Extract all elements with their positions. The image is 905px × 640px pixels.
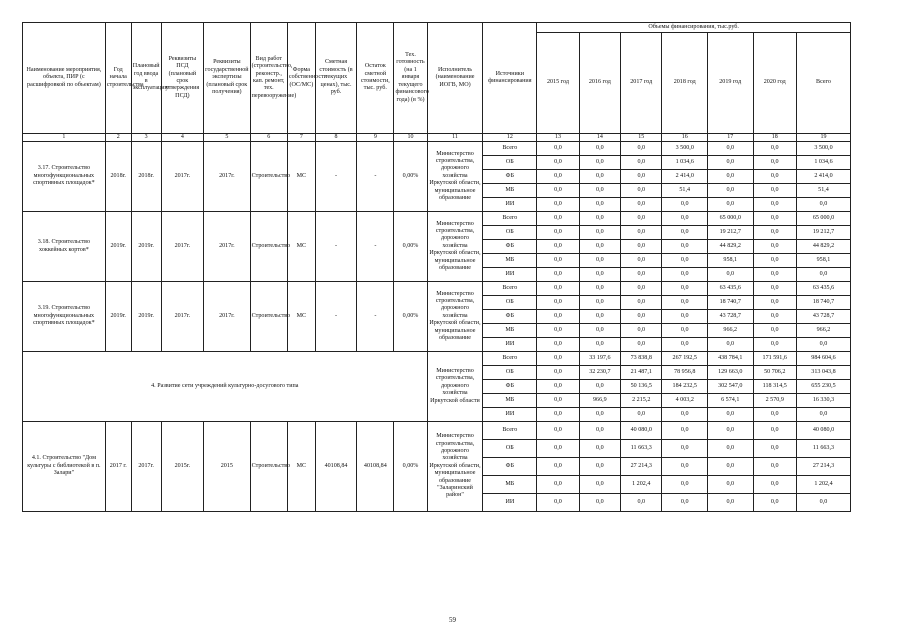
work-type: Строительство (250, 282, 287, 352)
column-number: 14 (579, 134, 620, 142)
funding-value: 0,0 (662, 282, 708, 296)
funding-value: 0,0 (796, 408, 850, 422)
estimated-cost: 40108,84 (315, 422, 356, 512)
funding-value: 0,0 (621, 268, 662, 282)
table-row (23, 422, 851, 440)
funding-value: 958,1 (707, 254, 753, 268)
funding-value: 438 784,1 (707, 352, 753, 366)
column-number: 3 (131, 134, 161, 142)
column-number: 7 (287, 134, 315, 142)
project-name: 3.19. Строительство многофункциональных спортивных площадок* (23, 282, 106, 352)
psd-date: 2017г. (161, 282, 203, 352)
project-name: 4.1. Строительство "Дом культуры с библиотекой в п. Залари" (23, 422, 106, 512)
funding-value: 40 080,0 (621, 422, 662, 440)
funding-value: 0,0 (579, 458, 620, 476)
header-year: 2015 год (537, 33, 579, 134)
funding-value: 118 314,5 (753, 380, 796, 394)
header-row-top (23, 23, 851, 33)
expertise-date: 2017г. (204, 282, 251, 352)
funding-value: 0,0 (753, 338, 796, 352)
funding-value: 18 740,7 (707, 296, 753, 310)
funding-value: 0,0 (662, 440, 708, 458)
funding-source: Всего (483, 212, 537, 226)
funding-value: 0,0 (537, 380, 579, 394)
expertise-date: 2015 (204, 422, 251, 512)
funding-value: 0,0 (621, 296, 662, 310)
funding-value: 0,0 (537, 254, 579, 268)
header-year: 2016 год (579, 33, 620, 134)
start-year: 2017 г. (105, 422, 131, 512)
funding-value: 11 663,3 (796, 440, 850, 458)
remaining-cost: - (357, 212, 394, 282)
funding-value: 0,0 (579, 268, 620, 282)
column-number: 1 (23, 134, 106, 142)
funding-value: 302 547,0 (707, 380, 753, 394)
funding-value: 0,0 (753, 458, 796, 476)
funding-value: 0,0 (662, 226, 708, 240)
table-row (23, 212, 851, 226)
funding-value: 984 604,6 (796, 352, 850, 366)
funding-value: 0,0 (579, 240, 620, 254)
table-body (23, 23, 851, 512)
finish-year: 2019г. (131, 282, 161, 352)
funding-value: 63 435,6 (796, 282, 850, 296)
funding-value: 0,0 (753, 240, 796, 254)
funding-value: 19 212,7 (796, 226, 850, 240)
funding-value: 0,0 (707, 198, 753, 212)
funding-source: ОБ (483, 440, 537, 458)
column-number: 13 (537, 134, 579, 142)
header-readiness: Тех. готовность (на 1 января текущего финансового года) (в %) (394, 23, 427, 134)
funding-value: 0,0 (621, 212, 662, 226)
column-number: 2 (105, 134, 131, 142)
funding-value: 0,0 (662, 408, 708, 422)
funding-value: 0,0 (621, 142, 662, 156)
funding-value: 0,0 (707, 476, 753, 494)
funding-value: 32 230,7 (579, 366, 620, 380)
funding-value: 0,0 (537, 476, 579, 494)
funding-value: 0,0 (662, 476, 708, 494)
funding-source: ИИ (483, 198, 537, 212)
funding-value: 0,0 (796, 494, 850, 512)
funding-value: 0,0 (579, 142, 620, 156)
remaining-cost: - (357, 282, 394, 352)
funding-source: ФБ (483, 458, 537, 476)
funding-value: 0,0 (662, 494, 708, 512)
funding-source: ОБ (483, 226, 537, 240)
funding-value: 0,0 (621, 170, 662, 184)
funding-source: ФБ (483, 380, 537, 394)
funding-value: 0,0 (537, 198, 579, 212)
header-executor: Исполнитель (наименование ИОГВ, МО) (427, 23, 483, 134)
work-type: Строительство (250, 212, 287, 282)
estimated-cost: - (315, 282, 356, 352)
finish-year: 2019г. (131, 212, 161, 282)
funding-value: 51,4 (796, 184, 850, 198)
column-number: 5 (204, 134, 251, 142)
header-year: 2017 год (621, 33, 662, 134)
funding-value: 0,0 (579, 476, 620, 494)
funding-value: 0,0 (537, 212, 579, 226)
funding-value: 0,0 (537, 310, 579, 324)
funding-value: 0,0 (707, 170, 753, 184)
funding-source: Всего (483, 142, 537, 156)
ownership: МС (287, 422, 315, 512)
header-total: Всего (796, 33, 850, 134)
funding-value: 0,0 (537, 324, 579, 338)
funding-value: 0,0 (579, 184, 620, 198)
funding-value: 0,0 (753, 184, 796, 198)
column-number: 9 (357, 134, 394, 142)
funding-value: 184 232,5 (662, 380, 708, 394)
column-numbers-row (23, 134, 851, 142)
funding-value: 0,0 (579, 408, 620, 422)
funding-value: 958,1 (796, 254, 850, 268)
start-year: 2019г. (105, 212, 131, 282)
header-sources: Источники финансирования (483, 23, 537, 134)
funding-source: Всего (483, 422, 537, 440)
readiness: 0,00% (394, 212, 427, 282)
expertise-date: 2017г. (204, 212, 251, 282)
funding-value: 0,0 (707, 268, 753, 282)
funding-source: МБ (483, 324, 537, 338)
funding-value: 0,0 (753, 212, 796, 226)
funding-value: 0,0 (707, 458, 753, 476)
funding-value: 0,0 (662, 422, 708, 440)
funding-value: 27 214,3 (796, 458, 850, 476)
funding-source: ФБ (483, 310, 537, 324)
funding-value: 0,0 (537, 226, 579, 240)
funding-value: 0,0 (621, 408, 662, 422)
funding-source: ОБ (483, 296, 537, 310)
funding-value: 313 043,8 (796, 366, 850, 380)
funding-value: 0,0 (753, 440, 796, 458)
funding-value: 0,0 (579, 282, 620, 296)
document-sheet (22, 22, 851, 512)
column-number: 16 (662, 134, 708, 142)
funding-value: 11 663,3 (621, 440, 662, 458)
funding-value: 0,0 (579, 310, 620, 324)
header-psd: Реквизиты ПСД (плановый срок утверждения ПСД) (161, 23, 203, 134)
project-name: 3.18. Строительство хоккейных кортов* (23, 212, 106, 282)
page-number: 59 (449, 616, 456, 624)
funding-value: 0,0 (579, 296, 620, 310)
funding-value: 0,0 (579, 198, 620, 212)
header-funding-group: Объемы финансирования, тыс.руб. (537, 23, 851, 33)
funding-value: 171 591,6 (753, 352, 796, 366)
funding-value: 0,0 (537, 240, 579, 254)
funding-value: 1 034,6 (796, 156, 850, 170)
funding-value: 43 728,7 (707, 310, 753, 324)
header-start-year: Год начала строительства (105, 23, 131, 134)
funding-value: 44 829,2 (796, 240, 850, 254)
funding-value: 50 706,2 (753, 366, 796, 380)
funding-value: 0,0 (753, 422, 796, 440)
funding-value: 0,0 (707, 338, 753, 352)
column-number: 15 (621, 134, 662, 142)
funding-value: 0,0 (537, 156, 579, 170)
funding-value: 4 003,2 (662, 394, 708, 408)
ownership: МС (287, 142, 315, 212)
funding-value: 21 487,1 (621, 366, 662, 380)
project-name: 3.17. Строительство многофункциональных спортивных площадок* (23, 142, 106, 212)
funding-value: 0,0 (707, 440, 753, 458)
funding-value: 0,0 (707, 156, 753, 170)
funding-source: Всего (483, 352, 537, 366)
header-year: 2018 год (662, 33, 708, 134)
funding-value: 0,0 (621, 184, 662, 198)
table-row (23, 282, 851, 296)
funding-source: ИИ (483, 494, 537, 512)
funding-value: 0,0 (662, 324, 708, 338)
header-name: Наименование мероприятия, объекта, ПИР (с расшифровкой по объектам) (23, 23, 106, 134)
funding-value: 0,0 (662, 254, 708, 268)
funding-value: 0,0 (537, 338, 579, 352)
funding-value: 0,0 (796, 338, 850, 352)
funding-source: ФБ (483, 240, 537, 254)
header-expertise: Реквизиты государственной экспертизы (плановый срок получения) (204, 23, 251, 134)
funding-value: 0,0 (662, 268, 708, 282)
funding-value: 3 500,0 (796, 142, 850, 156)
funding-value: 43 728,7 (796, 310, 850, 324)
ownership: МС (287, 282, 315, 352)
column-number: 17 (707, 134, 753, 142)
funding-value: 65 000,0 (707, 212, 753, 226)
funding-value: 0,0 (579, 212, 620, 226)
work-type: Строительство (250, 422, 287, 512)
readiness: 0,00% (394, 282, 427, 352)
funding-value: 0,0 (537, 394, 579, 408)
funding-value: 2 414,0 (796, 170, 850, 184)
funding-value: 966,9 (579, 394, 620, 408)
funding-value: 0,0 (537, 282, 579, 296)
funding-value: 65 000,0 (796, 212, 850, 226)
funding-value: 966,2 (796, 324, 850, 338)
funding-value: 0,0 (621, 156, 662, 170)
funding-value: 16 330,3 (796, 394, 850, 408)
table-row (23, 142, 851, 156)
funding-value: 6 574,1 (707, 394, 753, 408)
funding-value: 0,0 (707, 408, 753, 422)
psd-date: 2017г. (161, 212, 203, 282)
funding-value: 44 829,2 (707, 240, 753, 254)
funding-value: 0,0 (707, 494, 753, 512)
header-estimated-cost: Сметная стоимость (в текущих ценах), тыс. руб. (315, 23, 356, 134)
executor: Министерство строительства, дорожного хозяйства Иркутской области, муниципальное образование (427, 212, 483, 282)
funding-value: 0,0 (707, 142, 753, 156)
psd-date: 2015г. (161, 422, 203, 512)
funding-source: МБ (483, 184, 537, 198)
funding-value: 0,0 (621, 494, 662, 512)
column-number: 11 (427, 134, 483, 142)
header-commission-year: Плановый год ввода в эксплуатацию (131, 23, 161, 134)
column-number: 6 (250, 134, 287, 142)
funding-source: ФБ (483, 170, 537, 184)
executor: Министерство строительства, дорожного хозяйства Иркутской области (427, 352, 483, 422)
funding-source: МБ (483, 254, 537, 268)
funding-value: 1 202,4 (621, 476, 662, 494)
funding-value: 0,0 (753, 198, 796, 212)
funding-value: 0,0 (662, 338, 708, 352)
funding-source: Всего (483, 282, 537, 296)
funding-value: 27 214,3 (621, 458, 662, 476)
readiness: 0,00% (394, 422, 427, 512)
funding-value: 0,0 (796, 268, 850, 282)
funding-value: 33 197,6 (579, 352, 620, 366)
funding-value: 0,0 (707, 422, 753, 440)
remaining-cost: - (357, 142, 394, 212)
funding-value: 0,0 (537, 142, 579, 156)
header-year: 2019 год (707, 33, 753, 134)
funding-value: 0,0 (753, 310, 796, 324)
funding-value: 0,0 (662, 240, 708, 254)
funding-value: 2 570,9 (753, 394, 796, 408)
funding-value: 0,0 (621, 254, 662, 268)
funding-source: ИИ (483, 268, 537, 282)
funding-value: 0,0 (579, 170, 620, 184)
funding-value: 50 136,5 (621, 380, 662, 394)
funding-value: 0,0 (662, 212, 708, 226)
funding-value: 0,0 (753, 226, 796, 240)
funding-value: 2 414,0 (662, 170, 708, 184)
funding-value: 0,0 (662, 310, 708, 324)
column-number: 8 (315, 134, 356, 142)
ownership: МС (287, 212, 315, 282)
funding-value: 0,0 (537, 184, 579, 198)
expertise-date: 2017г. (204, 142, 251, 212)
header-remaining-cost: Остаток сметной стоимости, тыс. руб. (357, 23, 394, 134)
funding-value: 0,0 (753, 324, 796, 338)
funding-value: 0,0 (537, 268, 579, 282)
funding-value: 0,0 (537, 440, 579, 458)
funding-value: 1 034,6 (662, 156, 708, 170)
funding-value: 2 215,2 (621, 394, 662, 408)
funding-value: 0,0 (753, 494, 796, 512)
funding-value: 0,0 (537, 422, 579, 440)
funding-value: 966,2 (707, 324, 753, 338)
header-ownership: Форма собственности (ОС/МС) (287, 23, 315, 134)
funding-value: 0,0 (537, 494, 579, 512)
funding-value: 0,0 (537, 296, 579, 310)
header-work-type: Вид работ (строительство, реконстр., кап. ремонт, тех. перевооружение) (250, 23, 287, 134)
funding-value: 0,0 (621, 282, 662, 296)
financing-table (22, 22, 851, 512)
funding-value: 0,0 (537, 352, 579, 366)
funding-source: ОБ (483, 156, 537, 170)
funding-value: 0,0 (753, 476, 796, 494)
funding-value: 0,0 (753, 296, 796, 310)
funding-value: 0,0 (662, 198, 708, 212)
funding-value: 0,0 (753, 142, 796, 156)
column-number: 19 (796, 134, 850, 142)
funding-value: 267 192,5 (662, 352, 708, 366)
funding-value: 0,0 (796, 198, 850, 212)
funding-value: 0,0 (579, 440, 620, 458)
funding-value: 0,0 (579, 380, 620, 394)
column-number: 18 (753, 134, 796, 142)
column-number: 4 (161, 134, 203, 142)
funding-value: 0,0 (753, 408, 796, 422)
start-year: 2019г. (105, 282, 131, 352)
funding-value: 40 080,0 (796, 422, 850, 440)
funding-value: 0,0 (579, 494, 620, 512)
executor: Министерство строительства, дорожного хозяйства Иркутской области, муниципальное образование "Заларинский район" (427, 422, 483, 512)
funding-value: 51,4 (662, 184, 708, 198)
table-row (23, 352, 851, 366)
readiness: 0,00% (394, 142, 427, 212)
funding-value: 0,0 (579, 338, 620, 352)
estimated-cost: - (315, 212, 356, 282)
funding-value: 18 740,7 (796, 296, 850, 310)
funding-source: ИИ (483, 338, 537, 352)
funding-value: 0,0 (621, 240, 662, 254)
funding-value: 0,0 (537, 408, 579, 422)
column-number: 10 (394, 134, 427, 142)
remaining-cost: 40108,84 (357, 422, 394, 512)
funding-value: 19 212,7 (707, 226, 753, 240)
funding-value: 0,0 (621, 324, 662, 338)
work-type: Строительство (250, 142, 287, 212)
funding-value: 0,0 (579, 156, 620, 170)
funding-value: 0,0 (621, 198, 662, 212)
funding-value: 0,0 (621, 310, 662, 324)
funding-value: 0,0 (753, 254, 796, 268)
funding-value: 0,0 (579, 422, 620, 440)
funding-source: ОБ (483, 366, 537, 380)
funding-value: 0,0 (537, 458, 579, 476)
funding-value: 63 435,6 (707, 282, 753, 296)
psd-date: 2017г. (161, 142, 203, 212)
funding-value: 0,0 (753, 156, 796, 170)
funding-value: 0,0 (662, 296, 708, 310)
funding-value: 0,0 (707, 184, 753, 198)
funding-value: 0,0 (753, 170, 796, 184)
estimated-cost: - (315, 142, 356, 212)
header-year: 2020 год (753, 33, 796, 134)
funding-source: ИИ (483, 408, 537, 422)
funding-value: 0,0 (537, 170, 579, 184)
column-number: 12 (483, 134, 537, 142)
finish-year: 2018г. (131, 142, 161, 212)
funding-value: 3 500,0 (662, 142, 708, 156)
funding-value: 0,0 (753, 268, 796, 282)
funding-value: 0,0 (662, 458, 708, 476)
executor: Министерство строительства, дорожного хозяйства Иркутской области, муниципальное образование (427, 282, 483, 352)
start-year: 2018г. (105, 142, 131, 212)
section-title: 4. Развитие сети учреждений культурно-досугового типа (23, 352, 428, 422)
funding-value: 1 202,4 (796, 476, 850, 494)
funding-value: 0,0 (621, 338, 662, 352)
funding-value: 0,0 (579, 226, 620, 240)
executor: Министерство строительства, дорожного хозяйства Иркутской области, муниципальное образование (427, 142, 483, 212)
finish-year: 2017г. (131, 422, 161, 512)
funding-source: МБ (483, 476, 537, 494)
funding-value: 0,0 (579, 324, 620, 338)
funding-value: 129 663,0 (707, 366, 753, 380)
funding-value: 0,0 (753, 282, 796, 296)
funding-value: 0,0 (579, 254, 620, 268)
funding-value: 78 956,8 (662, 366, 708, 380)
funding-value: 0,0 (621, 226, 662, 240)
funding-value: 73 838,8 (621, 352, 662, 366)
funding-value: 0,0 (537, 366, 579, 380)
funding-source: МБ (483, 394, 537, 408)
funding-value: 655 230,5 (796, 380, 850, 394)
